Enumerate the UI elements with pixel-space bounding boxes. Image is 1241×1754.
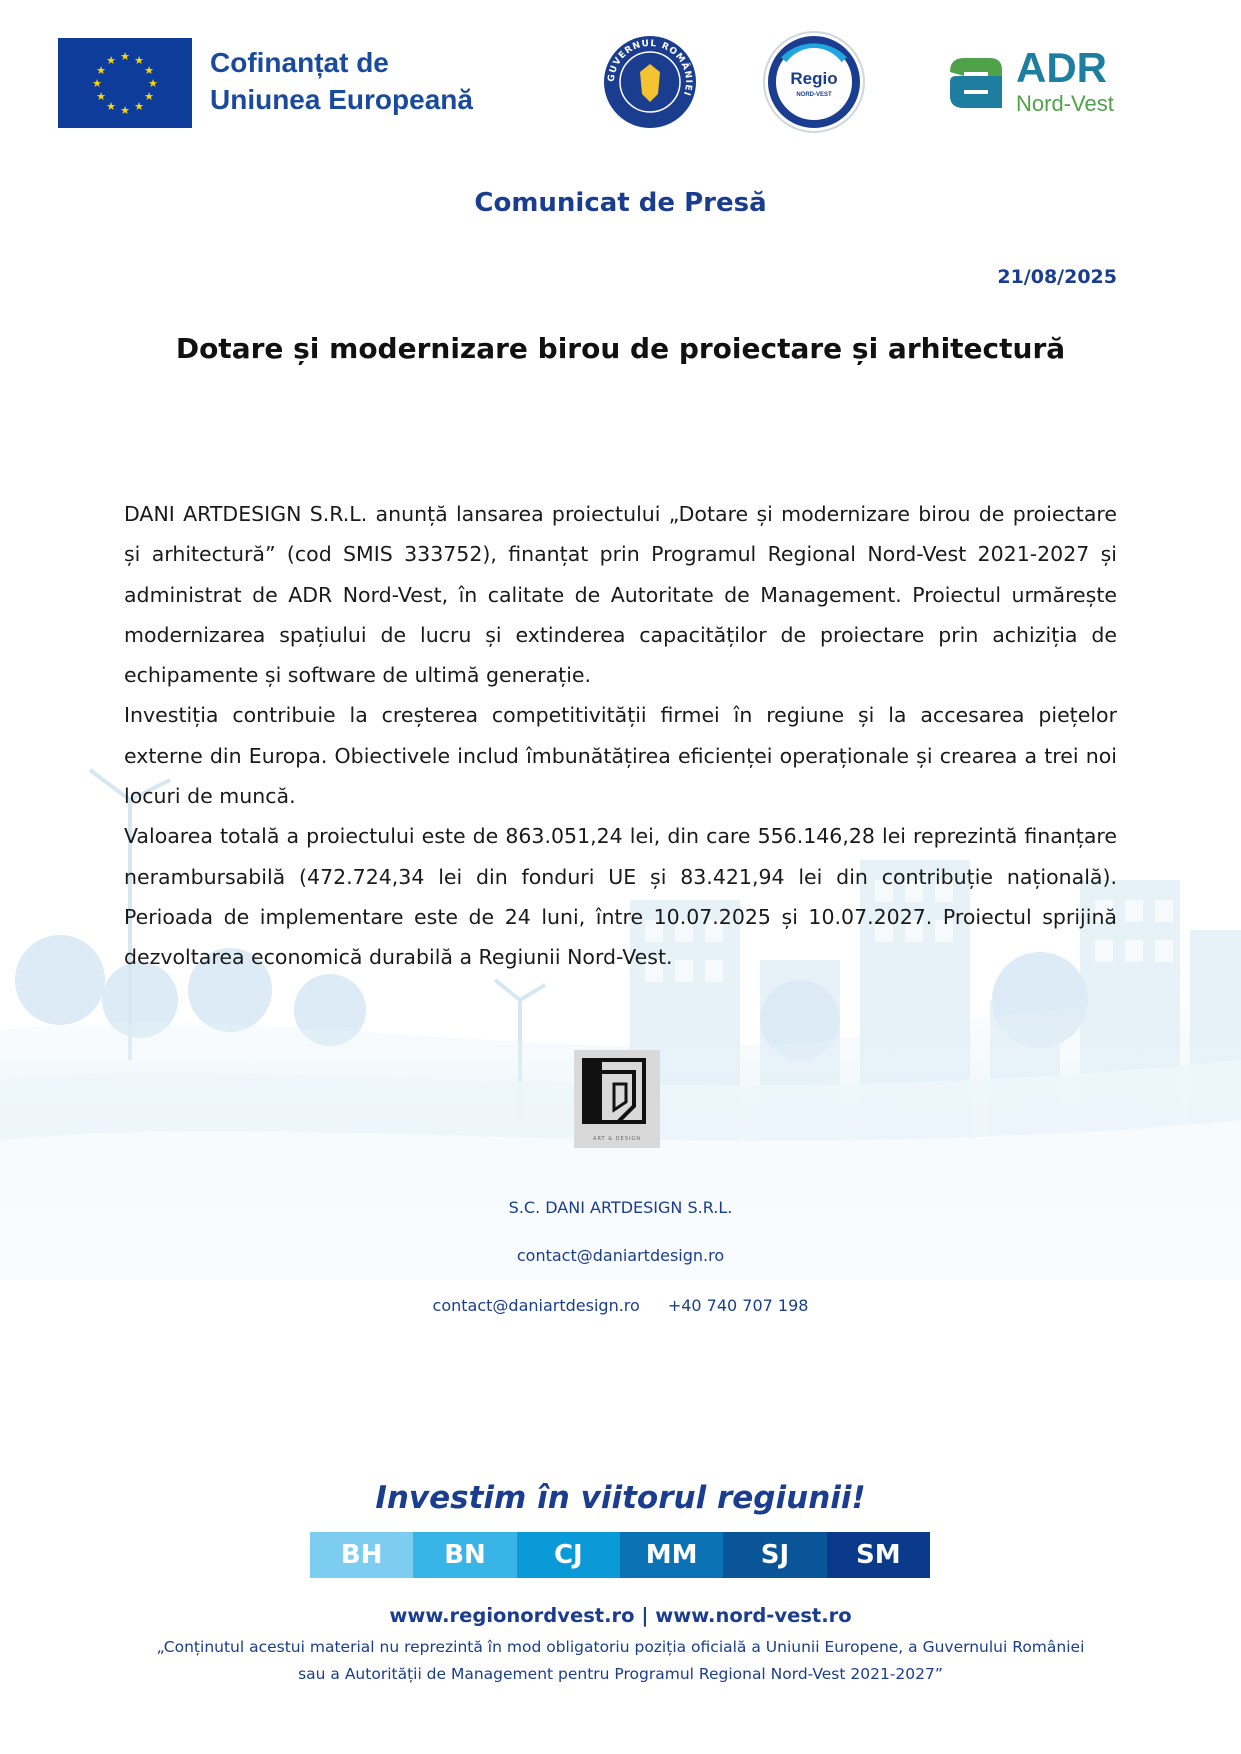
adr-title: ADR [1016, 44, 1107, 91]
company-logo-caption: ART & DESIGN [593, 1136, 641, 1142]
eu-flag-logo [58, 38, 192, 128]
paragraph-3: Valoarea totală a proiectului este de 863.051,24 lei, din care 556.146,28 lei reprezintă finanțare nerambursabilă (472.724,34 lei din fonduri UE și 83.421,94 lei din contribuție națională). Perioada de implementare este de 24 luni, între 10.07.2025 și 10.07.2027. Proiectul sprijină dezvoltarea economică durabilă a Regiunii Nord-Vest. [124, 824, 1117, 970]
county-sm: SM [827, 1532, 930, 1578]
regio-text: Regio [790, 69, 838, 88]
county-bh: BH [310, 1532, 413, 1578]
svg-text:★: ★ [148, 77, 158, 90]
svg-text:★: ★ [144, 90, 154, 103]
adr-symbol-icon [940, 52, 1010, 114]
contact-email-link-2[interactable]: contact@daniartdesign.ro [432, 1296, 640, 1315]
svg-text:★: ★ [96, 64, 106, 77]
svg-text:★: ★ [120, 104, 130, 117]
release-date: 21/08/2025 [997, 266, 1117, 288]
svg-text:★: ★ [134, 54, 144, 67]
paragraph-1: DANI ARTDESIGN S.R.L. anunță lansarea proiectului „Dotare și modernizare birou de proiectare și arhitectură” (cod SMIS 333752), finanțat prin Programul Regional Nord-Vest 2021-2027 și administrat de ADR Nord-Vest, în calitate de Autoritate de Management. Proiectul urmărește modernizarea spațiului de lucru și extinderea capacităților de proiectare prin achiziția de echipamente și software de ultimă generație. [124, 502, 1117, 688]
adr-subtitle: Nord-Vest [1016, 91, 1114, 116]
svg-text:★: ★ [106, 54, 116, 67]
body-text [124, 494, 1117, 978]
county-bn: BN [413, 1532, 516, 1578]
svg-text:★: ★ [92, 77, 102, 90]
svg-text:★: ★ [134, 100, 144, 113]
contact-email-link[interactable]: contact@daniartdesign.ro [516, 1246, 725, 1265]
regio-nord-vest-logo [762, 30, 866, 134]
government-seal-logo [602, 34, 698, 130]
footer-slogan: Investim în viitorul regiunii! [375, 1480, 866, 1516]
eu-cofinancing-text [210, 44, 473, 118]
company-logo [574, 1050, 660, 1148]
county-cj: CJ [517, 1532, 620, 1578]
eu-text-line1: Cofinanțat de [210, 47, 389, 78]
press-release-title: Comunicat de Presă [474, 188, 767, 218]
svg-text:★: ★ [144, 64, 154, 77]
svg-text:★: ★ [96, 90, 106, 103]
svg-text:★: ★ [120, 50, 130, 63]
contact-phone[interactable]: +40 740 707 198 [667, 1296, 809, 1315]
project-headline: Dotare și modernizare birou de proiectare și arhitectură [175, 332, 1066, 365]
footer-disclaimer: „Conținutul acestui material nu reprezintă în mod obligatoriu poziția oficială a Uniunii Europene, a Guvernului României sau a Autorității de Management pentru Programul Regional Nord-Vest 2021-2027” [156, 1638, 1085, 1683]
svg-text:★: ★ [106, 100, 116, 113]
county-bar [310, 1532, 930, 1578]
county-mm: MM [620, 1532, 723, 1578]
gov-seal-text: GUVERNUL ROMÂNIEI [606, 38, 694, 98]
regio-sub-text: NORD-VEST [796, 92, 832, 98]
footer-websites[interactable]: www.regionordvest.ro | www.nord-vest.ro [389, 1604, 852, 1627]
contact-line [0, 1296, 1241, 1315]
contact-company-name: S.C. DANI ARTDESIGN S.R.L. [508, 1198, 733, 1217]
paragraph-2: Investiția contribuie la creșterea competitivității firmei în regiune și la accesarea piețelor externe din Europa. Obiectivele includ îmbunătățirea eficienței operaționale și crearea a trei noi locuri de muncă. [124, 703, 1117, 809]
county-sj: SJ [723, 1532, 826, 1578]
eu-stars-icon [58, 38, 192, 128]
eu-text-line2: Uniunea Europeană [210, 84, 473, 115]
